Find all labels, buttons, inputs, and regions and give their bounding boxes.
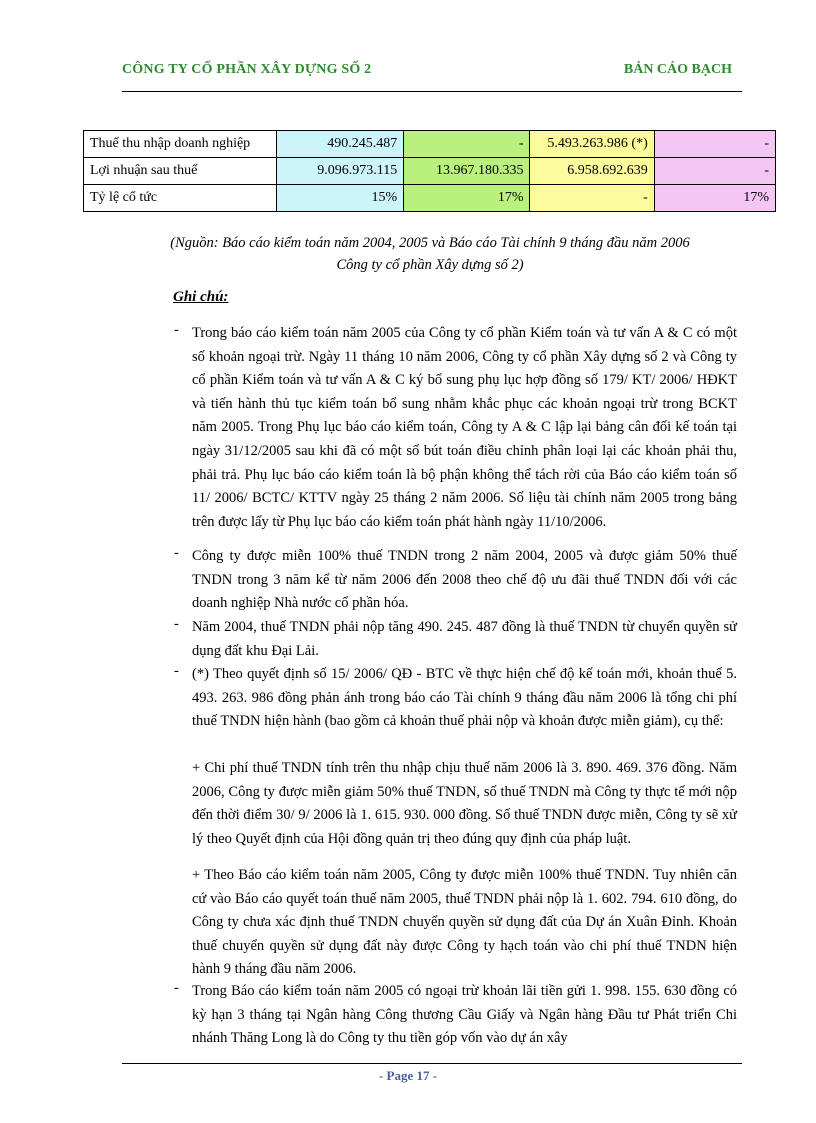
bullet-dash: -	[174, 616, 179, 632]
bullet-dash: -	[174, 545, 179, 561]
note-item: Công ty được miễn 100% thuế TNDN trong 2 năm 2004, 2005 và được giảm 50% thuế TNDN trong 3 năm kể từ năm 2006 đến 2008 theo chế độ ưu đãi thuế TNDN đối với các doanh nghiệp Nhà nước cổ phần hóa.	[192, 548, 737, 612]
financial-table	[83, 130, 776, 212]
table-cell: 17%	[654, 185, 775, 212]
table-cell: 9.096.973.115	[276, 158, 403, 185]
footer-divider	[122, 1063, 742, 1064]
source-line: Công ty cổ phần Xây dựng số 2)	[336, 257, 524, 273]
document-title: BẢN CÁO BẠCH	[623, 62, 732, 77]
bullet-dash: -	[174, 322, 179, 338]
row-label: Tỷ lệ cổ tức	[84, 185, 277, 212]
company-name: CÔNG TY CỔ PHẦN XÂY DỰNG SỐ 2	[122, 62, 372, 77]
table-row	[84, 158, 776, 185]
note-subitem: + Chi phí thuế TNDN tính trên thu nhập chịu thuế năm 2006 là 3. 890. 469. 376 đồng. Năm 2006, Công ty được miễn giảm 50% thuế TNDN, số thuế TNDN mà Công ty thực tế mới nộp đến thời điểm 30/ 9/ 2006 là 1. 615. 930. 000 đồng. Số thuế TNDN được miễn, Công ty sẽ xử lý theo Quyết định của Hội đồng quản trị theo đúng quy định của pháp luật.	[192, 760, 737, 847]
source-note	[100, 232, 760, 276]
notes-title: Ghi chú:	[173, 289, 229, 305]
table-cell: 13.967.180.335	[404, 158, 530, 185]
table-cell: -	[530, 185, 654, 212]
table-row	[84, 185, 776, 212]
table-cell: 15%	[276, 185, 403, 212]
table-cell: -	[404, 131, 530, 158]
note-item: Năm 2004, thuế TNDN phải nộp tăng 490. 245. 487 đồng là thuế TNDN từ chuyển quyền sử dụng đất khu Đại Lải.	[192, 619, 737, 659]
note-subitem: + Theo Báo cáo kiểm toán năm 2005, Công ty được miễn 100% thuế TNDN. Tuy nhiên căn cứ vào Báo cáo quyết toán thuế năm 2005, thuế TNDN phải nộp là 1. 602. 794. 610 đồng, do Công ty chưa xác định thuế TNDN chuyển quyền sử dụng đất của Dự án Xuân Đỉnh. Khoản thuế chuyển quyền sử dụng đất này được Công ty hạch toán vào chi phí thuế TNDN hiện hành 9 tháng đầu năm 2006.	[192, 867, 737, 978]
table-cell: 5.493.263.986 (*)	[530, 131, 654, 158]
row-label: Lợi nhuận sau thuế	[84, 158, 277, 185]
bullet-dash: -	[174, 980, 179, 996]
table-cell: 6.958.692.639	[530, 158, 654, 185]
page-header	[122, 62, 742, 84]
header-divider	[122, 91, 742, 92]
note-item: Trong Báo cáo kiểm toán năm 2005 có ngoại trừ khoản lãi tiền gửi 1. 998. 155. 630 đồng có kỳ hạn 3 tháng tại Ngân hàng Công thương Cầu Giấy và Ngân hàng Đầu tư Phát triển Chi nhánh Thăng Long là do Công ty thu tiền góp vốn vào dự án xây	[192, 983, 737, 1047]
row-label: Thuế thu nhập doanh nghiệp	[84, 131, 277, 158]
table-cell: 17%	[404, 185, 530, 212]
table-cell: 490.245.487	[276, 131, 403, 158]
table-cell: -	[654, 158, 775, 185]
bullet-dash: -	[174, 663, 179, 679]
source-line: (Nguồn: Báo cáo kiểm toán năm 2004, 2005 và Báo cáo Tài chính 9 tháng đầu năm 2006	[170, 235, 690, 251]
page-number: - Page 17 -	[378, 1068, 438, 1083]
note-item: (*) Theo quyết định số 15/ 2006/ QĐ - BTC về thực hiện chế độ kế toán mới, khoản thuế 5. 493. 263. 986 đồng phản ánh trong báo cáo Tài chính 9 tháng đầu năm 2006 là tổng chi phí thuế TNDN hiện hành (bao gồm cả khoản thuế phải nộp và khoản được miễn giảm), cụ thể:	[192, 666, 737, 730]
note-item: Trong báo cáo kiểm toán năm 2005 của Công ty cổ phần Kiểm toán và tư vấn A & C có một số khoản ngoại trừ. Ngày 11 tháng 10 năm 2006, Công ty cổ phần Xây dựng số 2 và Công ty cổ phần Kiểm toán và tư vấn A & C ký bổ sung phụ lục hợp đồng số 179/ KT/ 2006/ HĐKT và tiến hành thủ tục kiểm toán bổ sung nhằm khắc phục các khoản ngoại trừ trong BCKT năm 2005. Trong Phụ lục báo cáo kiểm toán, Công ty A & C lập lại bảng cân đối kế toán tại ngày 31/12/2005 sau khi đã có một số bút toán điều chỉnh phân loại lại các khoản phải thu, phải trả. Phụ lục báo cáo kiểm toán là bộ phận không thể tách rời của Báo cáo kiểm toán số 11/ 2006/ BCTC/ KTTV ngày 25 tháng 2 năm 2006. Số liệu tài chính năm 2005 trong bảng trên được lấy từ Phụ lục báo cáo kiểm toán phát hành ngày 11/10/2006.	[192, 325, 737, 530]
table-cell: -	[654, 131, 775, 158]
table-row	[84, 131, 776, 158]
